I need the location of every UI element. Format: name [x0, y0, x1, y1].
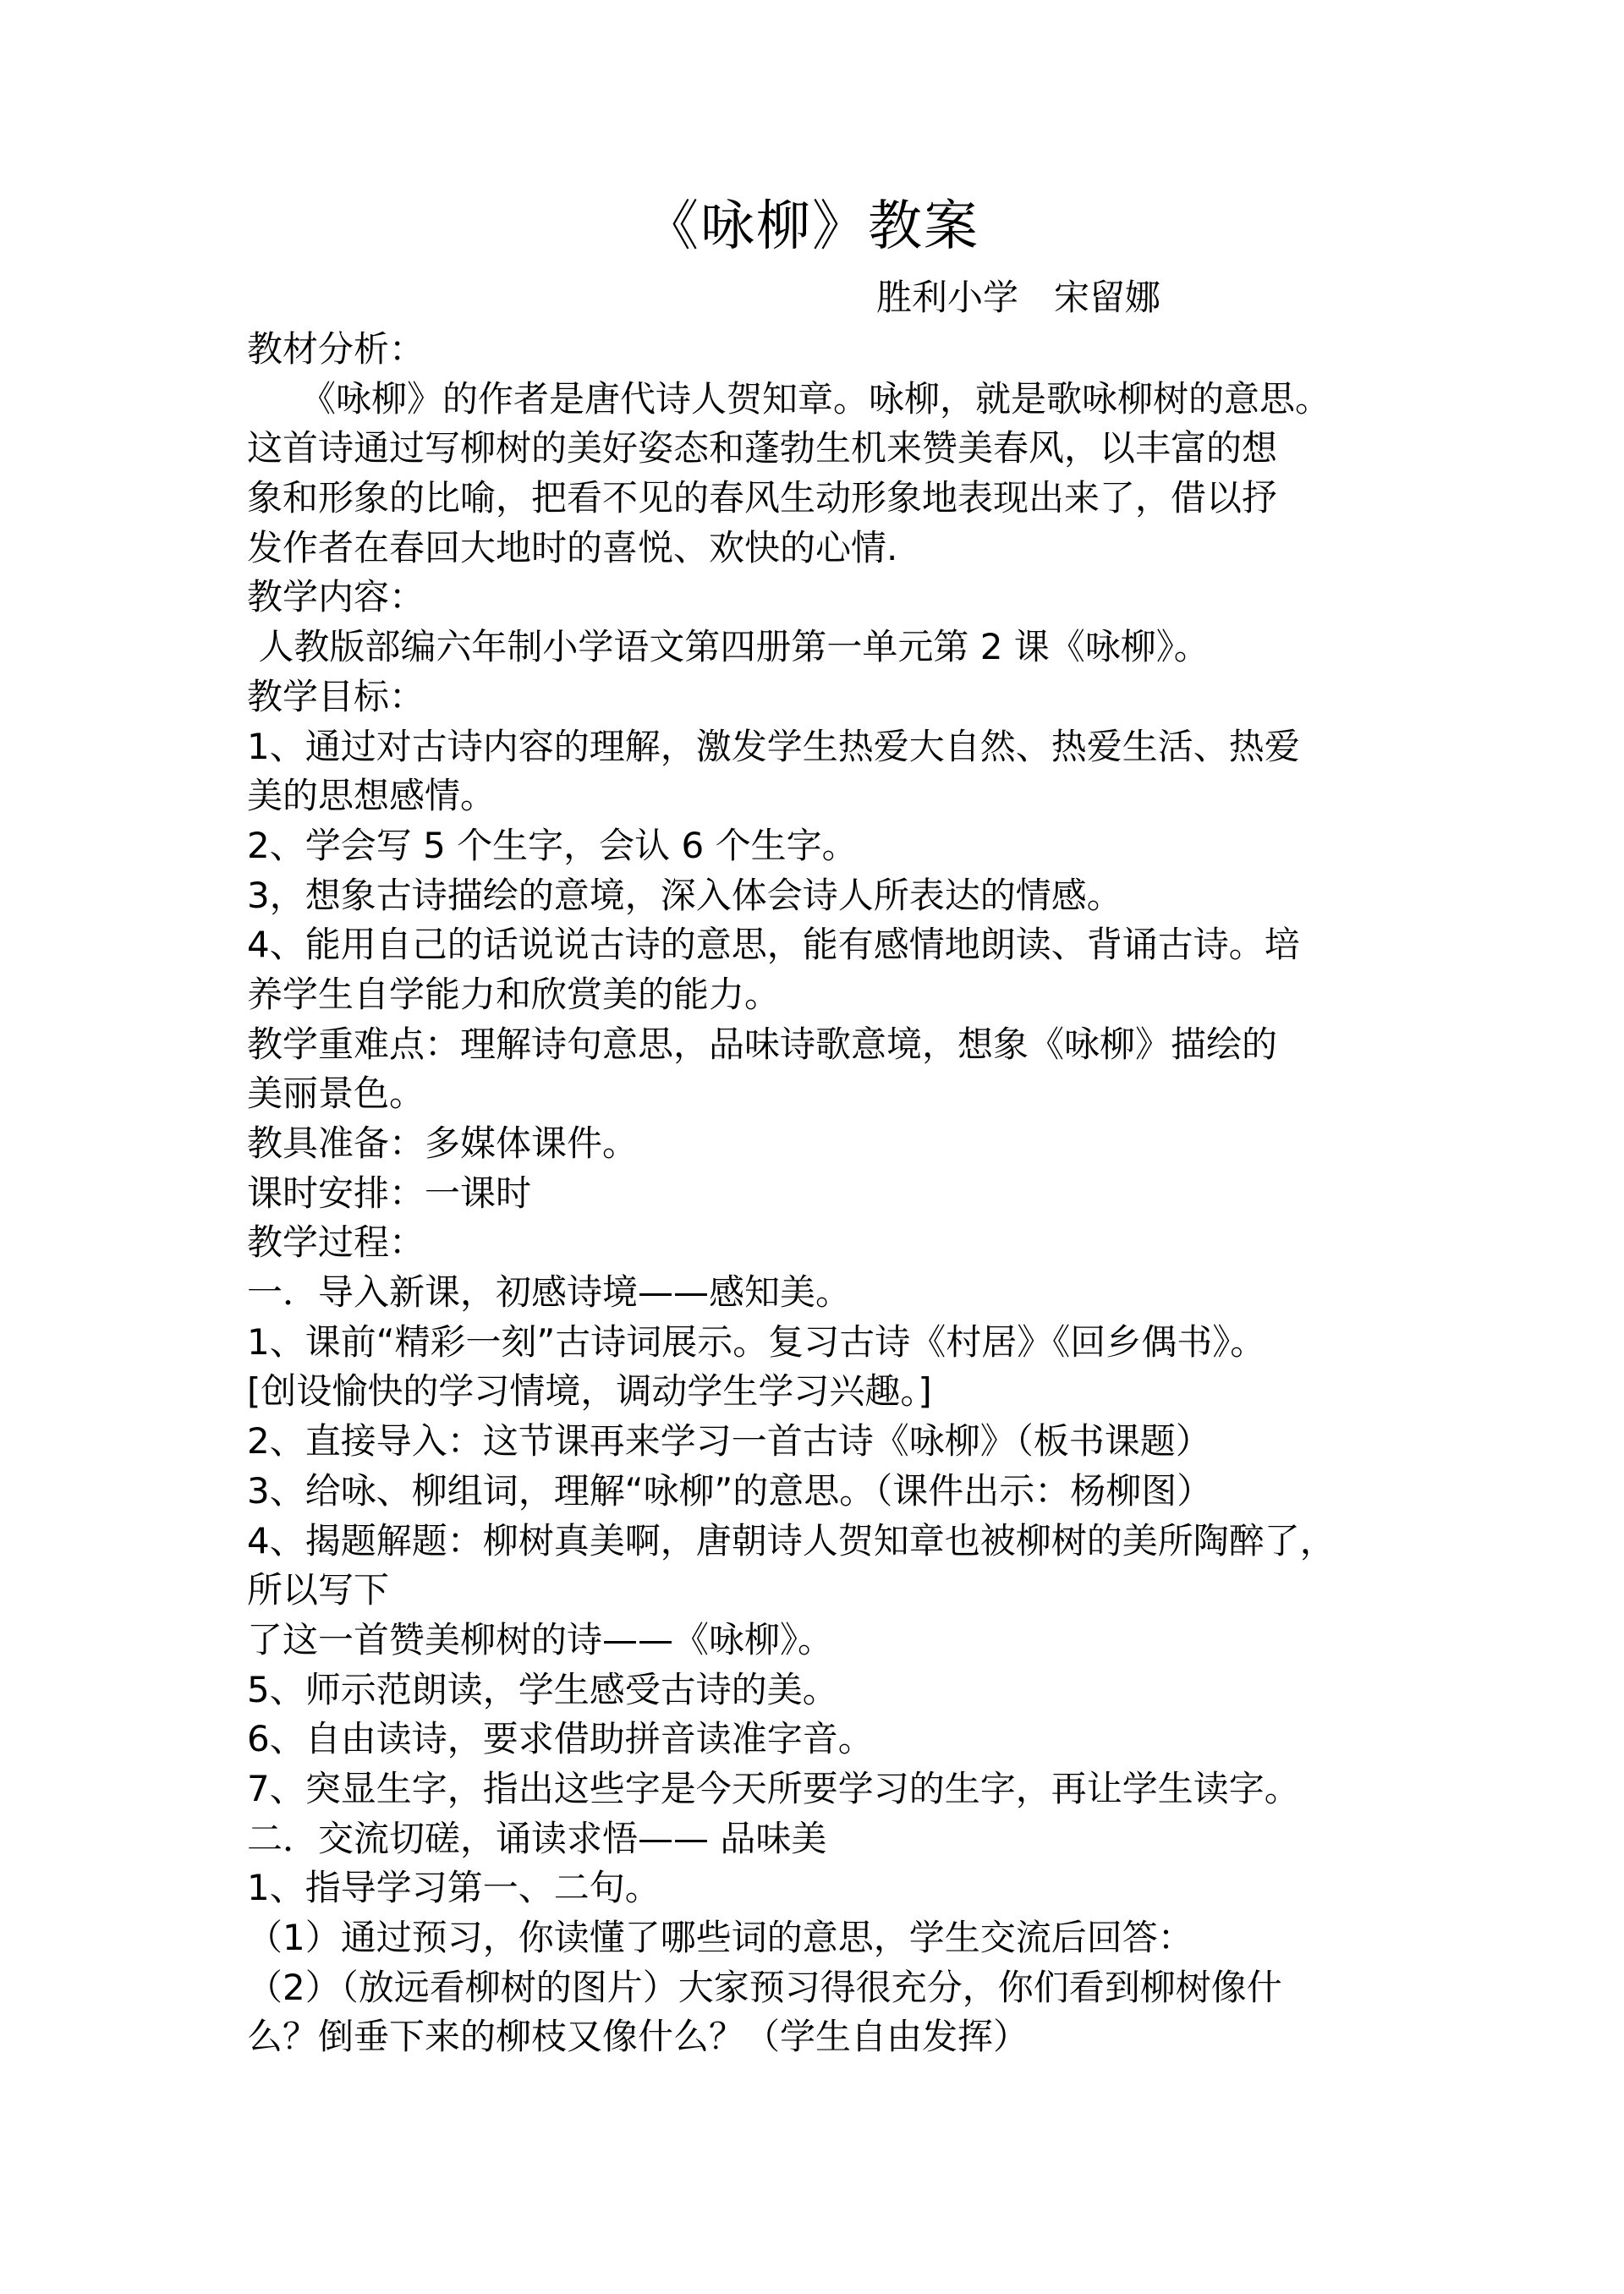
paragraph-line: 么？倒垂下来的柳枝又像什么？（学生自由发挥）	[247, 2016, 1029, 2058]
paragraph-line: 3、给咏、柳组词，理解“咏柳”的意思。（课件出示：杨柳图）	[247, 1469, 1213, 1512]
document-title: 《咏柳》教案	[645, 195, 979, 258]
paragraph-line: 一．导入新课，初感诗境——感知美。	[247, 1271, 852, 1314]
document-body	[247, 325, 1414, 2062]
paragraph-line: 3，想象古诗描绘的意境，深入体会诗人所表达的情感。	[247, 874, 1122, 916]
paragraph-line: 《咏柳》的作者是唐代诗人贺知章。咏柳，就是歌咏柳树的意思。	[247, 377, 1331, 420]
paragraph-line: 1、通过对古诗内容的理解，激发学生热爱大自然、热爱生活、热爱	[247, 725, 1300, 767]
paragraph-line: 4、揭题解题：柳树真美啊，唐朝诗人贺知章也被柳树的美所陶醉了，	[247, 1519, 1336, 1561]
paragraph-line: 4、能用自己的话说说古诗的意思，能有感情地朗读、背诵古诗。培	[247, 924, 1300, 966]
paragraph-line: 6、自由读诗，要求借助拼音读准字音。	[247, 1718, 874, 1760]
paragraph-line: 1、课前“精彩一刻”古诗词展示。复习古诗《村居》《回乡偶书》。	[247, 1320, 1266, 1363]
paragraph-line: 发作者在春回大地时的喜悦、欢快的心情.	[247, 526, 898, 568]
paragraph-line: 教具准备：多媒体课件。	[247, 1122, 639, 1164]
paragraph-line: 2、直接导入：这节课再来学习一首古诗《咏柳》（板书课题）	[247, 1420, 1211, 1463]
paragraph-line: （1）通过预习，你读懂了哪些词的意思，学生交流后回答：	[247, 1917, 1193, 1958]
author-line: 胜利小学 宋留娜	[876, 277, 1161, 318]
paragraph-line: 7、突显生字，指出这些字是今天所要学习的生字，再让学生读字。	[247, 1767, 1300, 1809]
section-heading: 教学目标：	[247, 675, 425, 717]
paragraph-line: [创设愉快的学习情境，调动学生学习兴趣。]	[247, 1370, 932, 1413]
paragraph-line: 课时安排：一课时	[247, 1172, 532, 1214]
paragraph-line: 美的思想感情。	[247, 775, 497, 817]
section-heading: 教学内容：	[247, 576, 425, 618]
paragraph-line: 象和形象的比喻，把看不见的春风生动形象地表现出来了，借以抒	[247, 477, 1278, 519]
paragraph-line: 了这一首赞美柳树的诗——《咏柳》。	[247, 1618, 834, 1660]
paragraph-line: 美丽景色。	[247, 1073, 425, 1115]
section-heading: 教材分析：	[247, 328, 425, 370]
paragraph-line: 1、指导学习第一、二句。	[247, 1867, 661, 1909]
paragraph-line: （2）（放远看柳树的图片）大家预习得很充分，你们看到柳树像什	[247, 1966, 1282, 2008]
paragraph-line: 2、学会写 5 个生字，会认 6 个生字。	[247, 824, 858, 866]
paragraph-line: 5、师示范朗读，学生感受古诗的美。	[247, 1668, 838, 1710]
section-heading: 教学过程：	[247, 1221, 425, 1264]
paragraph-line: 养学生自学能力和欣赏美的能力。	[247, 973, 781, 1015]
paragraph-line: 教学重难点：理解诗句意思，品味诗歌意境，想象《咏柳》描绘的	[247, 1023, 1278, 1065]
paragraph-line: 这首诗通过写柳树的美好姿态和蓬勃生机来赞美春风，以丰富的想	[247, 427, 1278, 469]
paragraph-line: 人教版部编六年制小学语文第四册第一单元第 2 课《咏柳》。	[247, 626, 1210, 668]
paragraph-line: 二．交流切磋，诵读求悟—— 品味美	[247, 1817, 827, 1859]
paragraph-line: 所以写下	[247, 1569, 390, 1611]
